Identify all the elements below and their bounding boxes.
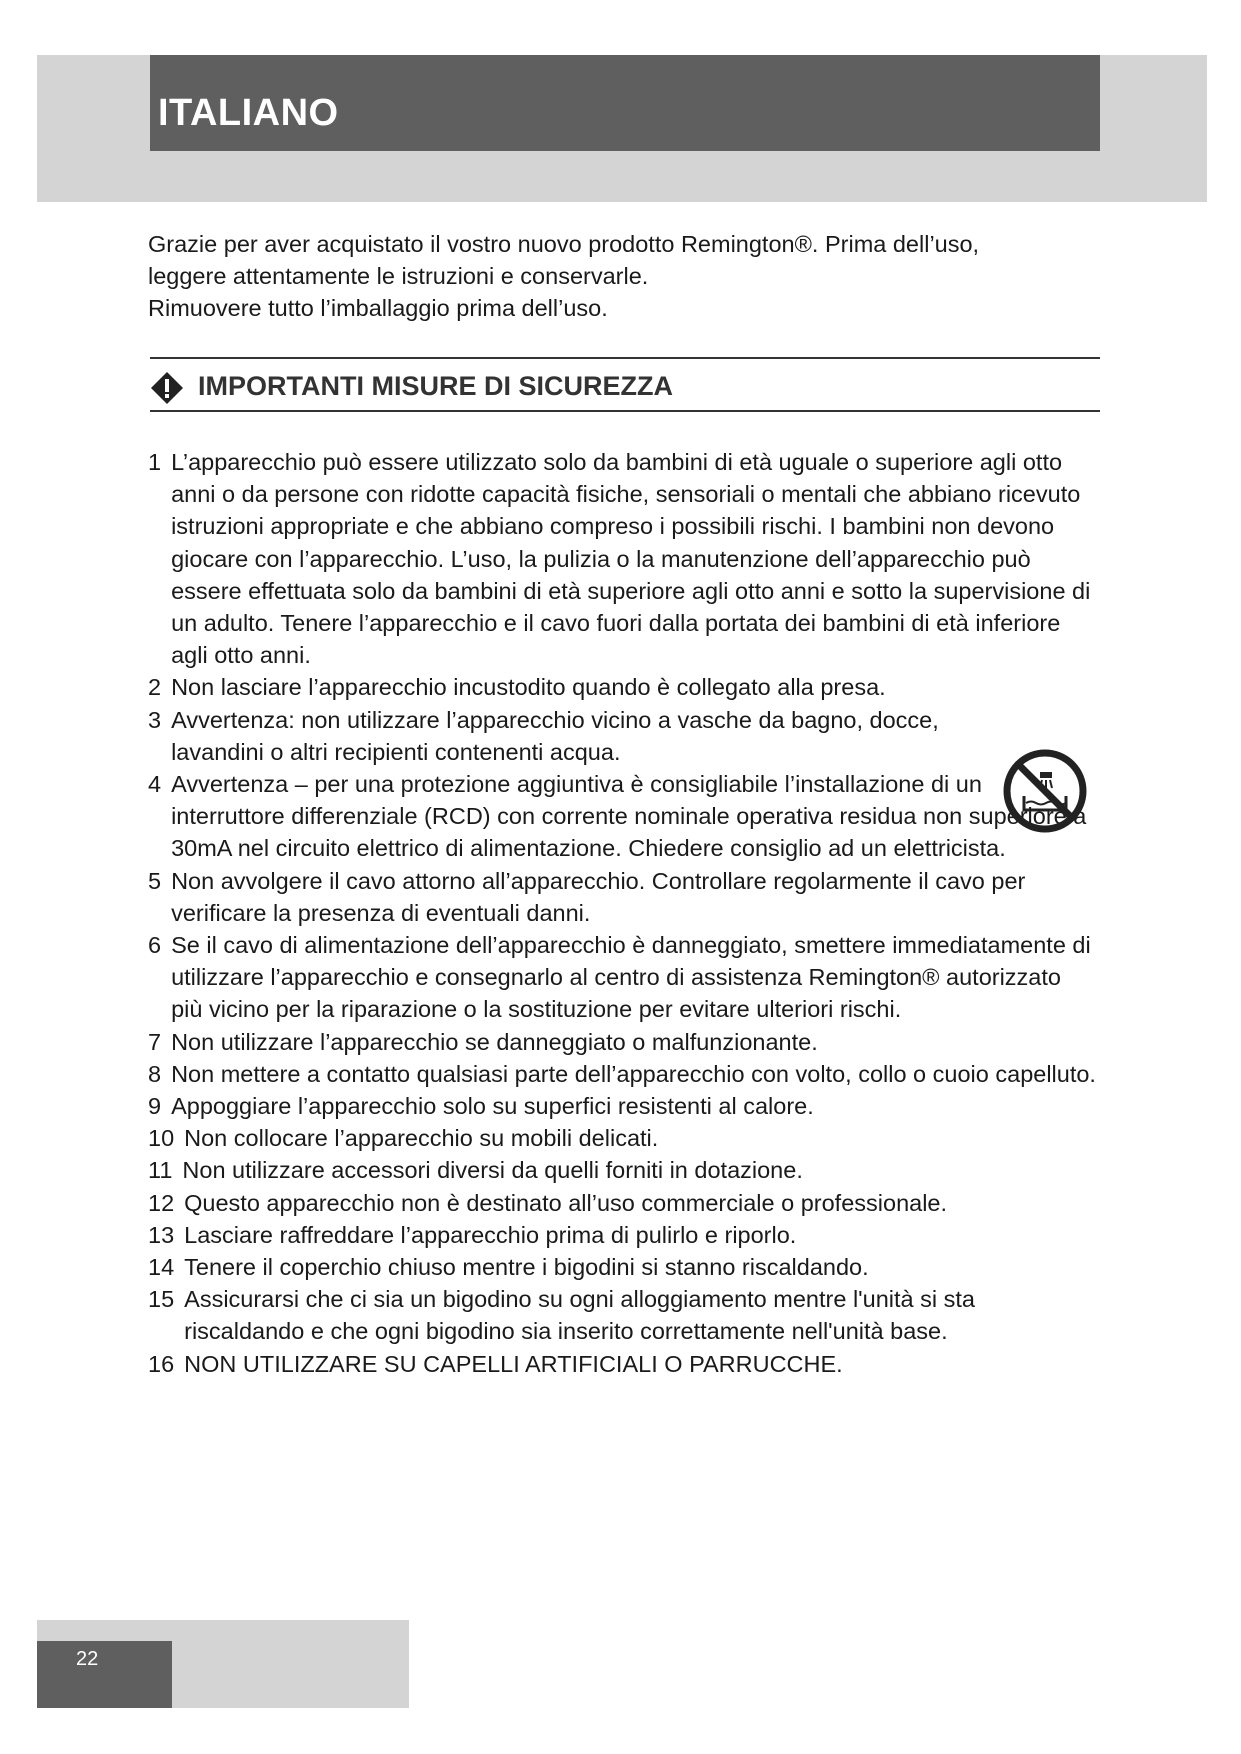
section-divider-top [150, 357, 1100, 359]
list-item [148, 1058, 1098, 1090]
item-text: L’apparecchio può essere utilizzato solo da bambini di età uguale o superiore agli otto anni o da persone con ridotte capacità fisiche, sensoriali o mentali che abbiano ricevuto istruzioni appropriate e che abbiano compreso i possibili rischi. I bambini non devono giocare con l’apparecchio. L’uso, la pulizia o la manutenzione dell’apparecchio può essere effettuata solo da bambini di età superiore agli otto anni e sotto la supervisione di un adulto. Tenere l’apparecchio e il cavo fuori dalla portata dei bambini di età inferiore agli otto anni. [171, 449, 1091, 669]
list-item [148, 1219, 1098, 1251]
section-divider-bottom [150, 410, 1100, 412]
item-number: 7 [148, 1028, 162, 1055]
language-title: ITALIANO [158, 92, 339, 134]
item-text: NON UTILIZZARE SU CAPELLI ARTIFICIALI O PARRUCCHE. [184, 1350, 843, 1377]
list-item [148, 1251, 1098, 1283]
item-number: 3 [148, 706, 162, 733]
item-text: Lasciare raffreddare l’apparecchio prima di pulirlo e riporlo. [184, 1221, 797, 1248]
item-text: Non lasciare l’apparecchio incustodito quando è collegato alla presa. [171, 674, 886, 701]
list-item [148, 1348, 1098, 1380]
item-text: Avvertenza: non utilizzare l’apparecchio vicino a vasche da bagno, docce, lavandini o altri recipienti contenenti acqua. [171, 706, 939, 765]
item-text: Tenere il coperchio chiuso mentre i bigodini si stanno riscaldando. [184, 1254, 869, 1281]
item-text: Non collocare l’apparecchio su mobili delicati. [184, 1125, 659, 1152]
list-item [148, 1154, 1098, 1186]
intro-line: leggere attentamente le istruzioni e conservarle. [148, 263, 649, 289]
intro-paragraph [148, 228, 1088, 324]
page-number-box [37, 1641, 172, 1708]
warning-diamond-icon [150, 371, 184, 405]
list-item [148, 1026, 1098, 1058]
item-text: Non utilizzare accessori diversi da quelli forniti in dotazione. [182, 1157, 803, 1184]
item-text: Assicurarsi che ci sia un bigodino su ogni alloggiamento mentre l'unità si sta riscaldando e che ogni bigodino sia inserito correttamente nell'unità base. [184, 1286, 975, 1345]
item-text: Appoggiare l’apparecchio solo su superfici resistenti al calore. [171, 1093, 814, 1120]
item-number: 11 [148, 1157, 173, 1184]
item-text: Non avvolgere il cavo attorno all’apparecchio. Controllare regolarmente il cavo per verificare la presenza di eventuali danni. [171, 867, 1026, 926]
item-number: 5 [148, 867, 162, 894]
item-text: Se il cavo di alimentazione dell’apparecchio è danneggiato, smettere immediatamente di utilizzare l’apparecchio e consegnarlo al centro di assistenza Remington® autorizzato più vicino per la riparazione o la sostituzione per evitare ulteriori rischi. [171, 932, 1091, 1023]
list-item [148, 929, 1098, 1026]
list-item [148, 865, 1098, 929]
item-number: 13 [148, 1221, 175, 1248]
item-number: 10 [148, 1125, 175, 1152]
list-item [148, 704, 1098, 768]
item-number: 14 [148, 1254, 175, 1281]
list-item [148, 1283, 1098, 1347]
list-item [148, 768, 1098, 865]
item-number: 1 [148, 449, 162, 475]
item-number: 2 [148, 674, 162, 701]
item-number: 6 [148, 932, 162, 959]
item-number: 9 [148, 1093, 162, 1120]
list-item [148, 671, 1098, 703]
section-title: IMPORTANTI MISURE DI SICUREZZA [198, 371, 673, 401]
item-text: Non utilizzare l’apparecchio se danneggiato o malfunzionante. [171, 1028, 818, 1055]
no-water-icon [1000, 746, 1090, 836]
intro-line: Grazie per aver acquistato il vostro nuovo prodotto Remington®. Prima dell’uso, [148, 231, 980, 257]
intro-line: Rimuovere tutto l’imballaggio prima dell’uso. [148, 295, 608, 321]
item-number: 4 [148, 771, 162, 798]
item-number: 15 [148, 1286, 175, 1313]
list-item [148, 1122, 1098, 1154]
item-text: Questo apparecchio non è destinato all’uso commerciale o professionale. [184, 1189, 948, 1216]
item-number: 8 [148, 1060, 162, 1087]
item-number: 16 [148, 1350, 175, 1377]
safety-list [148, 446, 1098, 1380]
list-item [148, 446, 1098, 671]
item-text: Non mettere a contatto qualsiasi parte dell’apparecchio con volto, collo o cuoio capelluto. [171, 1060, 1096, 1087]
item-text: Avvertenza – per una protezione aggiuntiva è consigliabile l’installazione di un interruttore differenziale (RCD) con corrente nominale operativa residua non superiore a 30mA nel circuito elettrico di alimentazione. Chiedere consiglio ad un elettricista. [171, 771, 1087, 862]
list-item [148, 1090, 1098, 1122]
list-item [148, 1187, 1098, 1219]
page-number: 22 [76, 1648, 99, 1670]
item-number: 12 [148, 1189, 175, 1216]
